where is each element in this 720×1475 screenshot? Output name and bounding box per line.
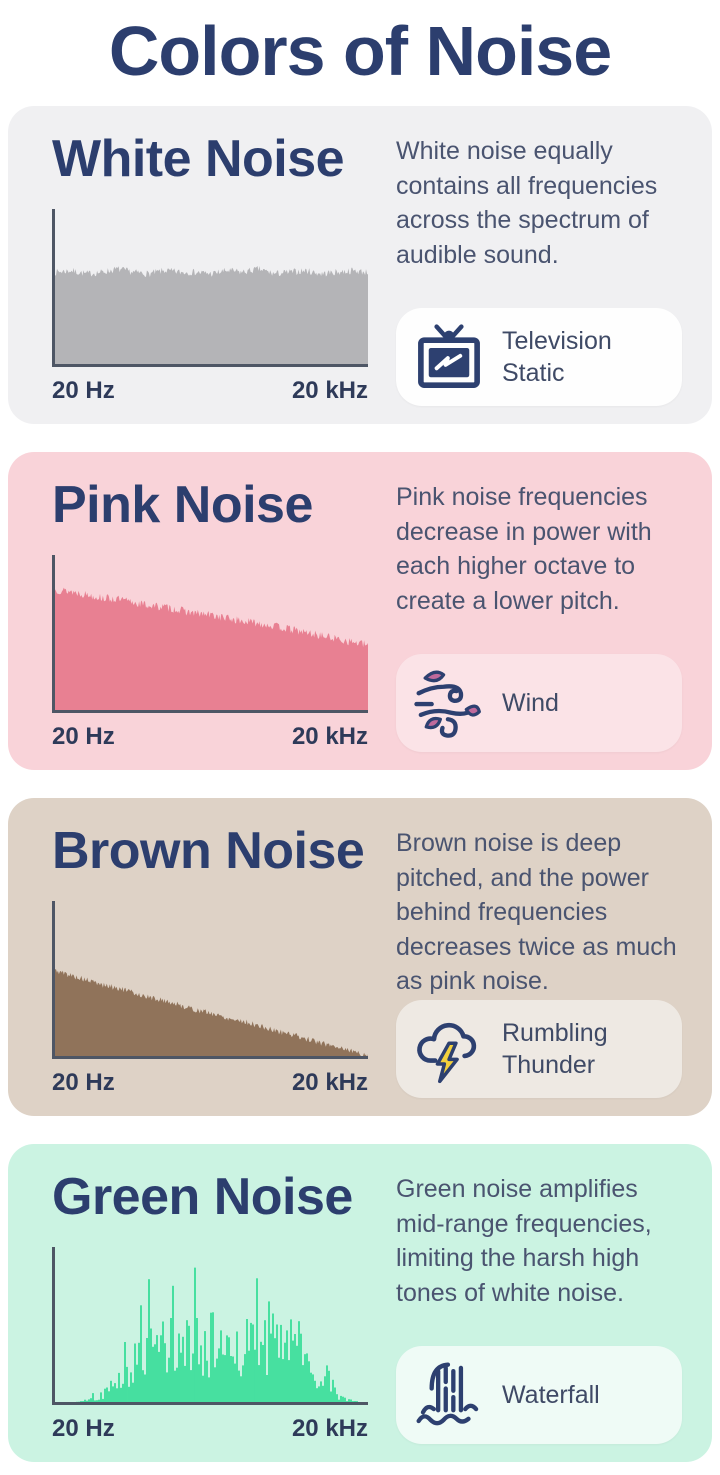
axis-label-right: 20 kHz — [291, 376, 368, 404]
green-noise-left-column — [52, 1170, 382, 1444]
example-label: Wind — [502, 689, 559, 717]
axis-label-right: 20 kHz — [291, 1414, 368, 1442]
axis-labels — [52, 1069, 368, 1097]
television-static-icon — [410, 318, 488, 396]
axis-labels — [52, 723, 368, 751]
green-noise-right-column — [396, 1170, 682, 1444]
brown-noise-right-column — [396, 824, 682, 1098]
section-title-green-noise: Green Noise — [52, 1168, 353, 1226]
brown-noise-spectrum-chart — [52, 901, 368, 1059]
section-title-pink-noise: Pink Noise — [52, 476, 313, 534]
axis-label-right: 20 kHz — [291, 722, 368, 750]
example-chip-wind — [396, 654, 682, 752]
white-noise-right-column — [396, 132, 682, 406]
section-description: Green noise amplifies mid-range frequencies, limiting the harsh high tones of white noise. — [396, 1175, 652, 1307]
section-title-white-noise: White Noise — [52, 130, 345, 188]
white-noise-left-column — [52, 132, 382, 406]
section-title-brown-noise: Brown Noise — [52, 822, 365, 880]
section-green-noise — [8, 1144, 712, 1462]
pink-noise-spectrum-chart — [52, 555, 368, 713]
axis-label-left: 20 Hz — [52, 1414, 115, 1442]
section-description: White noise equally contains all frequencies across the spectrum of audible sound. — [396, 137, 658, 269]
axis-label-left: 20 Hz — [52, 376, 115, 404]
axis-labels — [52, 1415, 368, 1443]
section-description: Pink noise frequencies decrease in power with each higher octave to create a lower pitch. — [396, 483, 652, 615]
pink-noise-right-column — [396, 478, 682, 752]
section-description: Brown noise is deep pitched, and the power behind frequencies decreases twice as much as pink noise. — [396, 829, 677, 995]
green-noise-spectrum-chart — [52, 1247, 368, 1405]
white-noise-spectrum-chart — [52, 209, 368, 367]
section-white-noise — [8, 106, 712, 424]
page-title: Colors of Noise — [108, 12, 612, 90]
example-label: Television Static — [502, 327, 612, 387]
rumbling-thunder-icon — [410, 1010, 488, 1088]
waterfall-icon — [410, 1356, 488, 1434]
brown-noise-left-column — [52, 824, 382, 1098]
example-chip-rumbling-thunder — [396, 1000, 682, 1098]
axis-labels — [52, 377, 368, 405]
section-pink-noise — [8, 452, 712, 770]
card-list — [0, 106, 720, 1462]
wind-icon — [410, 664, 488, 742]
example-label: Waterfall — [502, 1381, 600, 1409]
axis-label-right: 20 kHz — [291, 1068, 368, 1096]
pink-noise-left-column — [52, 478, 382, 752]
axis-label-left: 20 Hz — [52, 722, 115, 750]
section-brown-noise — [8, 798, 712, 1116]
axis-label-left: 20 Hz — [52, 1068, 115, 1096]
example-chip-television-static — [396, 308, 682, 406]
example-label: Rumbling Thunder — [502, 1019, 608, 1079]
example-chip-waterfall — [396, 1346, 682, 1444]
